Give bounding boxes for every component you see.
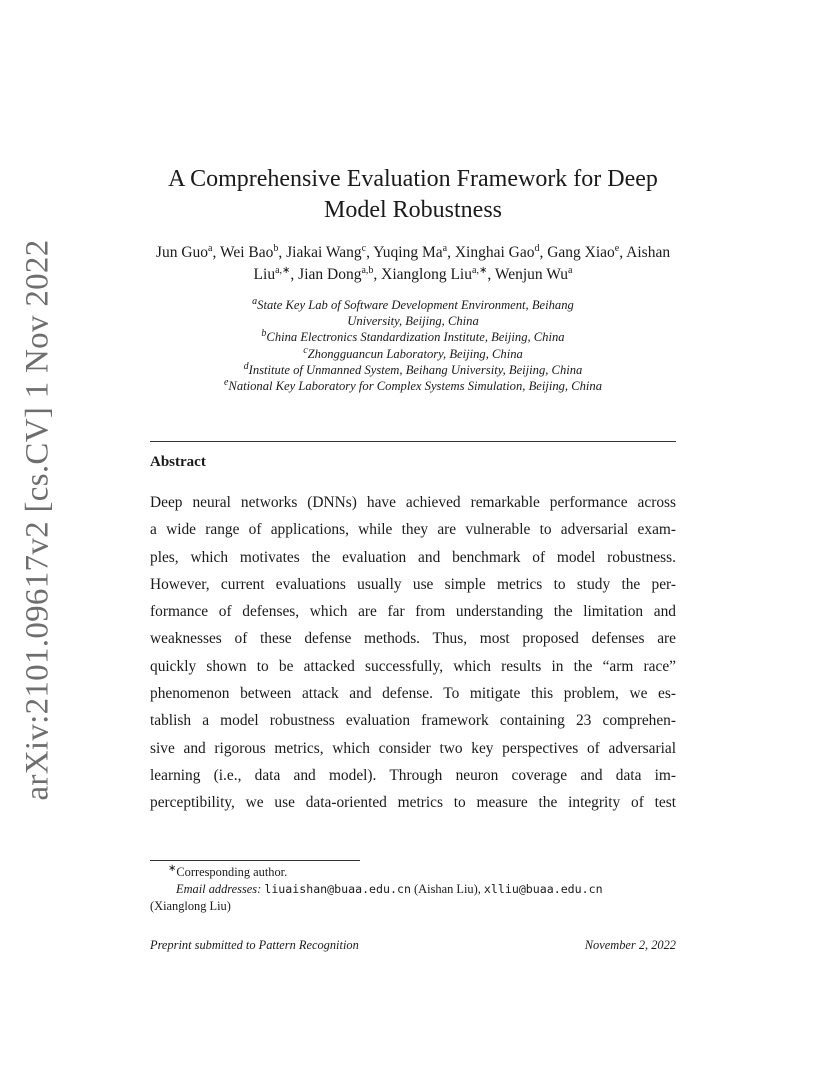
affiliation: $^c$Zhongguancun Laboratory, Beijing, China — [303, 344, 523, 361]
affiliation: $^b$China Electronics Standardization Institute, Beijing, China — [261, 328, 565, 345]
abstract-line: quickly shown to be attacked successfully, which results in the “arm race” — [150, 657, 676, 675]
paper-title — [150, 164, 676, 226]
footer-date: November 2, 2022 — [584, 938, 676, 952]
author: Aishan Liu$^{a,∗}$ — [253, 244, 671, 283]
abstract-line: sive and rigorous metrics, which consider two key perspectives of adversarial — [150, 739, 676, 757]
abstract-line: a wide range of applications, while they are vulnerable to adversarial exam- — [150, 521, 676, 539]
author: Jiakai Wang$^c$ — [286, 242, 367, 261]
title-line-1: A Comprehensive Evaluation Framework for Deep — [168, 166, 658, 192]
arxiv-identifier: arXiv:2101.09617v2 [cs.CV] 1 Nov 2022 — [19, 239, 56, 801]
affiliation: $^d$Institute of Unmanned System, Beihang University, Beijing, China — [243, 360, 583, 377]
title-line-2: Model Robustness — [323, 197, 502, 223]
affiliation-list — [150, 297, 676, 394]
email-label: Email addresses: — [176, 882, 262, 896]
page-footer — [150, 938, 676, 953]
email-link-liu-xianglong[interactable]: xlliu@buaa.edu.cn — [483, 882, 603, 896]
abstract-line: formance of defenses, which are far from understanding the limitation and — [150, 603, 676, 621]
author: Gang Xiao$^e$ — [547, 242, 620, 261]
abstract-line: phenomenon between attack and defense. To mitigate this problem, we es- — [150, 685, 676, 703]
abstract-line: tablish a model robustness evaluation framework containing 23 comprehen- — [150, 712, 676, 730]
abstract-top-rule — [150, 441, 676, 442]
footer-journal: Preprint submitted to Pattern Recognition — [150, 938, 359, 952]
abstract-heading: Abstract — [150, 454, 206, 470]
affiliation: $^e$National Key Laboratory for Complex Systems Simulation, Beijing, China — [223, 376, 603, 394]
footnote-rule — [150, 860, 360, 861]
affiliation: $^a$State Key Lab of Software Development Environment, Beihang — [252, 295, 574, 312]
abstract-line: learning (i.e., data and model). Through neuron coverage and data im- — [150, 766, 676, 784]
author-list: Jun Guo$^a$, Wei Bao$^b$, Jiakai Wang$^c$, Yuqing Ma$^a$, Xinghai Gao$^d$, Gang Xiao$^e$, Aishan Liu$^{a,∗}$, Jian Dong$^{a,b}$, Xianglong Liu$^{a,∗}$, Wenjun Wu$^a$ — [155, 242, 671, 283]
abstract-line: weaknesses of these defense methods. Thus, most proposed defenses are — [150, 630, 676, 648]
email-addresses — [150, 881, 676, 898]
abstract-line: However, current evaluations usually use simple metrics to study the per- — [150, 575, 676, 593]
author: Jian Dong$^{a,b}$ — [298, 264, 374, 283]
abstract-body — [150, 489, 676, 817]
affiliation-continuation: University, Beijing, China — [347, 314, 479, 329]
author: Yuqing Ma$^a$ — [373, 242, 448, 261]
author: Wei Bao$^b$ — [219, 242, 279, 261]
abstract-line: ples, which motivates the evaluation and benchmark of model robustness. — [150, 548, 676, 566]
author: Xianglong Liu$^{a,∗}$ — [381, 264, 488, 283]
author: Xinghai Gao$^d$ — [454, 242, 540, 261]
author: Wenjun Wu$^a$ — [494, 264, 573, 283]
footnotes — [150, 864, 676, 915]
author: Jun Guo$^a$ — [155, 242, 213, 261]
email-owner: (Xianglong Liu) — [150, 899, 231, 913]
corresponding-author-note: ∗Corresponding author. — [168, 862, 288, 879]
abstract-line: Deep neural networks (DNNs) have achieved remarkable performance across — [150, 494, 676, 511]
abstract-line: perceptibility, we use data-oriented metrics to measure the integrity of test — [150, 794, 676, 812]
email-link-liu-aishan[interactable]: liuaishan@buaa.edu.cn — [264, 882, 411, 896]
email-owner: (Aishan Liu), — [414, 882, 481, 896]
